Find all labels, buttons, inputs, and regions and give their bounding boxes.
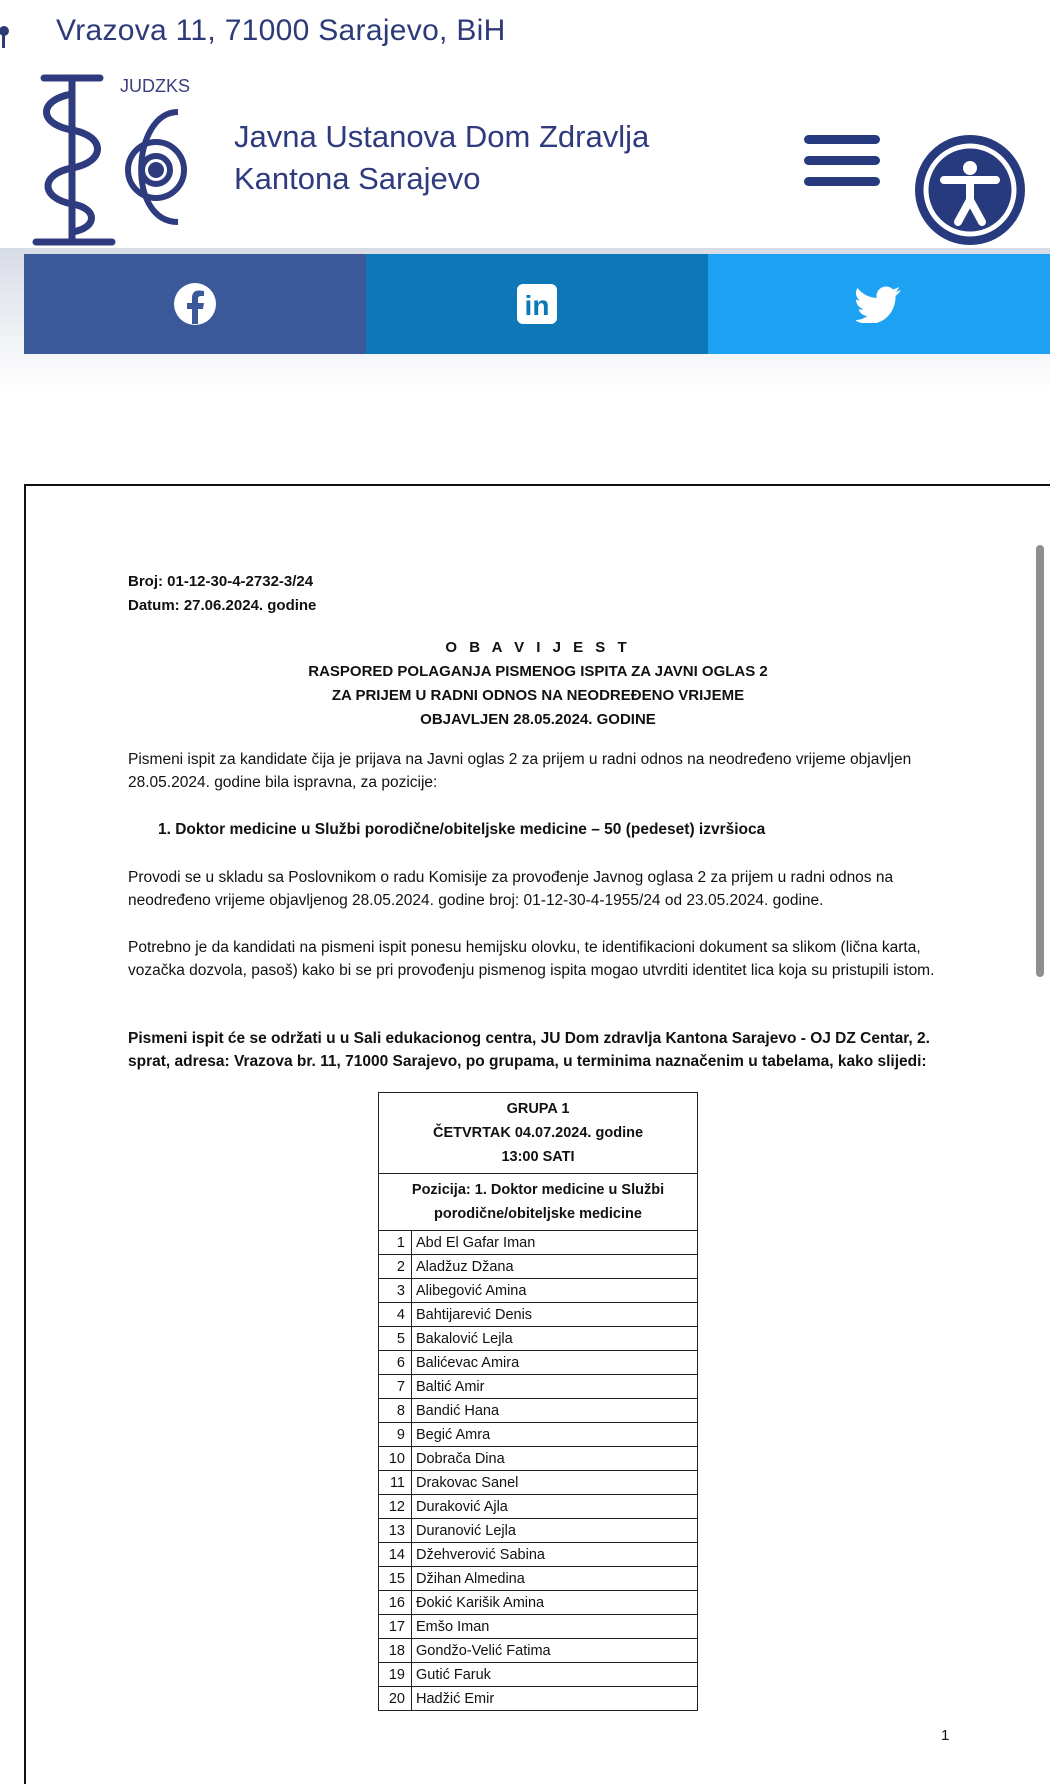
menu-bar xyxy=(804,156,880,165)
table-row xyxy=(379,1231,698,1255)
judzks-logo[interactable] xyxy=(28,72,191,248)
candidate-name: Alibegović Amina xyxy=(412,1279,698,1303)
table-row xyxy=(379,1519,698,1543)
position-list-item: 1. Doktor medicine u Službi porodične/obiteljske medicine – 50 (pedeset) izvršioca xyxy=(158,821,766,838)
row-number: 7 xyxy=(379,1375,412,1399)
group-time: 13:00 SATI xyxy=(501,1149,575,1165)
row-number: 18 xyxy=(379,1639,412,1663)
document-subtitle-2: ZA PRIJEM U RADNI ODNOS NA NEODREĐENO VRIJEME xyxy=(331,687,745,704)
row-number: 15 xyxy=(379,1567,412,1591)
linkedin-share-button[interactable] xyxy=(366,254,708,354)
paragraph-rules: Provodi se u skladu sa Poslovnikom o radu Komisije za provođenje Javnog oglasa 2 za prijem u radni odnos na neodređeno vrijeme objavljenog 28.05.2024. godine broj: 01-12-30-4-1955/24 od 23.05.2024. godine. xyxy=(128,869,894,909)
group-date: ČETVRTAK 04.07.2024. godine xyxy=(432,1125,644,1141)
group-header xyxy=(379,1093,698,1174)
document-title: O B A V I J E S T xyxy=(445,639,631,656)
table-row xyxy=(379,1663,698,1687)
candidate-name: Baltić Amir xyxy=(412,1375,698,1399)
logo-caption: JUDZKS xyxy=(120,76,191,96)
row-number: 11 xyxy=(379,1471,412,1495)
candidate-name: Duranović Lejla xyxy=(412,1519,698,1543)
row-number: 9 xyxy=(379,1423,412,1447)
row-number: 8 xyxy=(379,1399,412,1423)
table-row xyxy=(379,1639,698,1663)
row-number: 17 xyxy=(379,1615,412,1639)
table-row xyxy=(379,1375,698,1399)
paragraph-location: Pismeni ispit će se održati u u Sali edukacionog centra, JU Dom zdravlja Kantona Sarajevo - OJ DZ Centar, 2. sprat, adresa: Vrazova br. 11, 71000 Sarajevo, po grupama, u terminima naznačenim u tabelama, kako slijedi: xyxy=(128,1030,930,1070)
paragraph-intro: Pismeni ispit za kandidate čija je prijava na Javni oglas 2 za prijem u radni odnos na neodređeno vrijeme objavljen 28.05.2024. godine bila ispravna, za pozicije: xyxy=(128,751,912,791)
candidate-name: Gondžo-Velić Fatima xyxy=(412,1639,698,1663)
table-row xyxy=(379,1615,698,1639)
row-number: 3 xyxy=(379,1279,412,1303)
table-row xyxy=(379,1351,698,1375)
group-name: GRUPA 1 xyxy=(506,1101,570,1117)
candidate-name: Begić Amra xyxy=(412,1423,698,1447)
table-row xyxy=(379,1399,698,1423)
row-number: 13 xyxy=(379,1519,412,1543)
twitter-share-button[interactable] xyxy=(708,254,1050,354)
candidate-name: Bahtijarević Denis xyxy=(412,1303,698,1327)
row-number: 19 xyxy=(379,1663,412,1687)
row-number: 10 xyxy=(379,1447,412,1471)
row-number: 1 xyxy=(379,1231,412,1255)
table-row xyxy=(379,1447,698,1471)
group-header-row xyxy=(379,1093,698,1174)
row-number: 20 xyxy=(379,1687,412,1711)
candidate-name: Bandić Hana xyxy=(412,1399,698,1423)
document-heading xyxy=(128,636,948,732)
facebook-icon xyxy=(173,282,217,326)
table-row xyxy=(379,1495,698,1519)
row-number: 16 xyxy=(379,1591,412,1615)
candidate-name: Dobrača Dina xyxy=(412,1447,698,1471)
group-position xyxy=(379,1174,698,1231)
row-number: 6 xyxy=(379,1351,412,1375)
row-number: 14 xyxy=(379,1543,412,1567)
candidate-name: Džehverović Sabina xyxy=(412,1543,698,1567)
institution-name-line-1: Javna Ustanova Dom Zdravlja xyxy=(234,119,650,154)
twitter-icon xyxy=(856,285,902,323)
candidate-name: Drakovac Sanel xyxy=(412,1471,698,1495)
candidate-name: Duraković Ajla xyxy=(412,1495,698,1519)
candidate-name: Emšo Iman xyxy=(412,1615,698,1639)
candidate-name: Bakalović Lejla xyxy=(412,1327,698,1351)
top-bar xyxy=(0,0,1050,70)
location-pin-icon xyxy=(0,24,14,50)
address-text: Vrazova 11, 71000 Sarajevo, BiH xyxy=(56,14,506,47)
table-row xyxy=(379,1303,698,1327)
table-row xyxy=(379,1543,698,1567)
linkedin-icon-text: in xyxy=(524,290,550,321)
facebook-share-button[interactable] xyxy=(24,254,366,354)
page-number: 1 xyxy=(941,1727,950,1744)
table-row xyxy=(379,1471,698,1495)
table-row xyxy=(379,1255,698,1279)
group-position-row xyxy=(379,1174,698,1231)
row-number: 4 xyxy=(379,1303,412,1327)
document-subtitle-3: OBJAVLJEN 28.05.2024. GODINE xyxy=(420,711,656,728)
document-number: Broj: 01-12-30-4-2732-3/24 xyxy=(128,573,314,590)
institution-name-line-2: Kantona Sarajevo xyxy=(234,161,481,196)
row-number: 2 xyxy=(379,1255,412,1279)
table-row xyxy=(379,1279,698,1303)
group-position-line-1: Pozicija: 1. Doktor medicine u Službi xyxy=(411,1182,665,1198)
document-scrollbar[interactable] xyxy=(1036,545,1044,977)
candidate-name: Balićevac Amira xyxy=(412,1351,698,1375)
table-row xyxy=(379,1423,698,1447)
hamburger-menu-button[interactable] xyxy=(804,135,880,185)
paragraph-requirements: Potrebno je da kandidati na pismeni ispit ponesu hemijsku olovku, te identifikacioni dokument sa slikom (lična karta, vozačka dozvola, pasoš) kako bi se pri provođenju pismenog ispita mogao utvrditi identitet lica koja su pristupili istom. xyxy=(128,939,935,979)
candidate-name: Aladžuz Džana xyxy=(412,1255,698,1279)
candidate-name: Abd El Gafar Iman xyxy=(412,1231,698,1255)
row-number: 12 xyxy=(379,1495,412,1519)
menu-bar xyxy=(804,177,880,186)
candidate-name: Hadžić Emir xyxy=(412,1687,698,1711)
candidate-rows xyxy=(379,1231,698,1711)
document-date: Datum: 27.06.2024. godine xyxy=(128,597,317,614)
table-row xyxy=(379,1591,698,1615)
table-row xyxy=(379,1567,698,1591)
group-position-line-2: porodične/obiteljske medicine xyxy=(434,1206,642,1222)
row-number: 5 xyxy=(379,1327,412,1351)
candidate-name: Gutić Faruk xyxy=(412,1663,698,1687)
institution-name xyxy=(234,116,649,200)
linkedin-icon xyxy=(516,283,558,325)
document-meta xyxy=(128,570,316,618)
document-subtitle-1: RASPORED POLAGANJA PISMENOG ISPITA ZA JAVNI OGLAS 2 xyxy=(308,663,768,680)
candidate-name: Džihan Almedina xyxy=(412,1567,698,1591)
table-row xyxy=(379,1327,698,1351)
menu-bar xyxy=(804,135,880,144)
group-table xyxy=(378,1092,698,1711)
social-share-bar xyxy=(24,254,1050,354)
candidate-name: Đokić Karišik Amina xyxy=(412,1591,698,1615)
accessibility-icon[interactable] xyxy=(912,128,1030,246)
table-row xyxy=(379,1687,698,1711)
